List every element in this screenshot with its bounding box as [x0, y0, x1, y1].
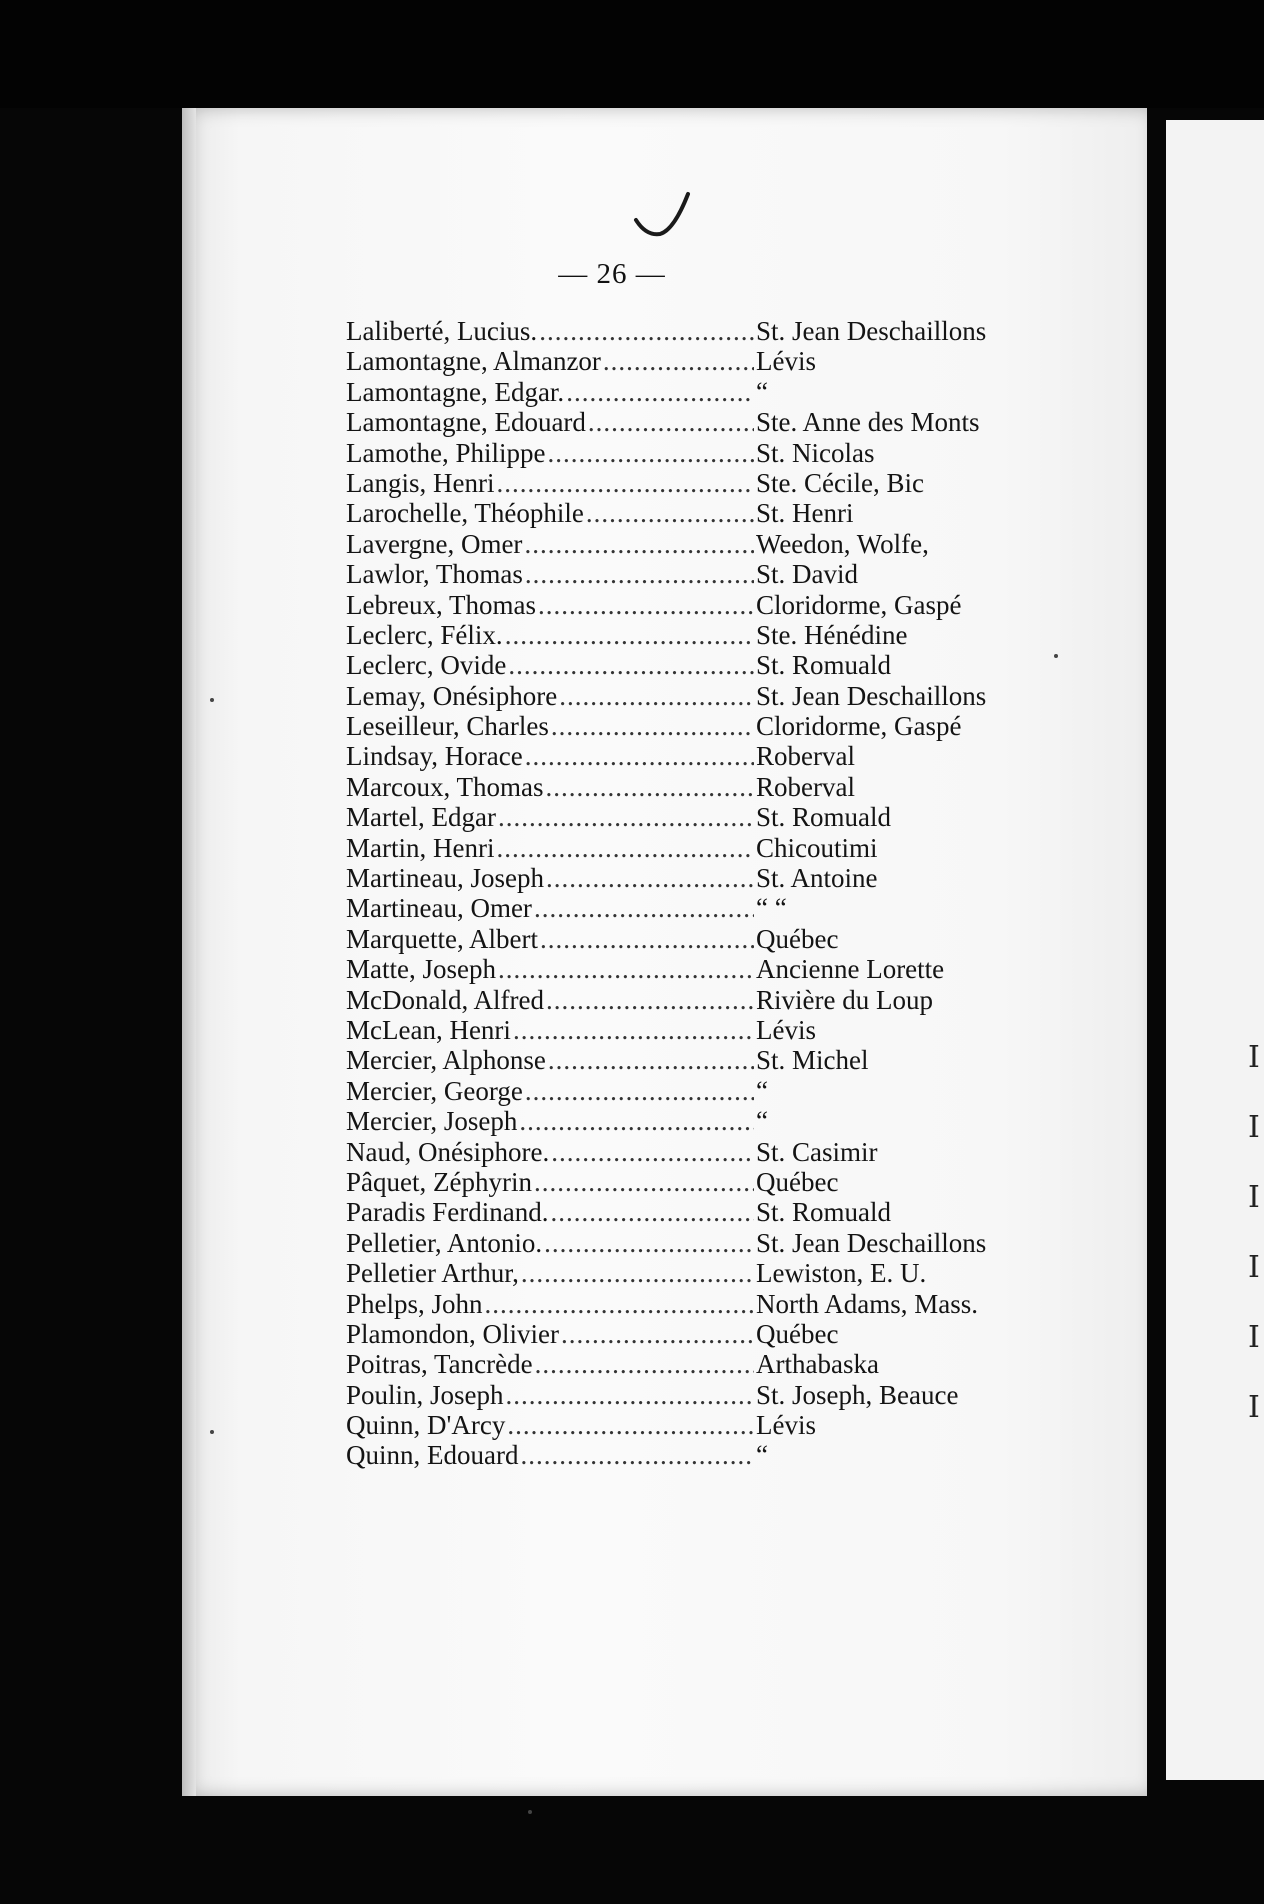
- person-name: Phelps, John: [346, 1288, 483, 1319]
- list-item: [346, 559, 1046, 589]
- person-name: Martineau, Omer: [346, 893, 532, 924]
- place-name: St. Antoine: [756, 863, 878, 894]
- dot-leader: [521, 1258, 754, 1288]
- checkmark-icon: [630, 190, 700, 250]
- person-name: Leclerc, Ovide: [346, 650, 507, 681]
- person-name: Mercier, George: [346, 1075, 523, 1106]
- list-item: [346, 893, 1046, 923]
- dot-leader: [498, 954, 754, 984]
- person-name: Marquette, Albert: [346, 923, 538, 954]
- dot-leader: [534, 893, 754, 923]
- list-item: [346, 1015, 1046, 1045]
- place-name: Weedon, Wolfe,: [756, 528, 929, 559]
- dot-leader: [525, 741, 754, 771]
- place-name: “ “: [756, 893, 787, 924]
- dot-leader: [546, 985, 754, 1015]
- person-name: Leseilleur, Charles: [346, 711, 549, 742]
- person-name: Lawlor, Thomas: [346, 559, 523, 590]
- list-item: [346, 316, 1046, 346]
- list-item: [346, 1349, 1046, 1379]
- dot-leader: [506, 1380, 754, 1410]
- scan-speck: [528, 1810, 532, 1814]
- dot-leader: [559, 681, 754, 711]
- place-name: Québec: [756, 1166, 839, 1197]
- dot-leader: [525, 559, 754, 589]
- list-item: [346, 468, 1046, 498]
- dot-leader: [508, 650, 754, 680]
- list-item: [346, 1440, 1046, 1470]
- place-name: St. Henri: [756, 498, 854, 529]
- place-name: St. Jean Deschaillons: [756, 1227, 987, 1258]
- place-name: St. Joseph, Beauce: [756, 1379, 959, 1410]
- scan-speck: [210, 698, 214, 702]
- dot-leader: [548, 1045, 754, 1075]
- place-name: “: [756, 1075, 768, 1106]
- place-name: St. Romuald: [756, 650, 892, 681]
- list-item: [346, 1258, 1046, 1288]
- list-item: [346, 377, 1046, 407]
- person-name: Pâquet, Zéphyrin: [346, 1166, 532, 1197]
- person-name: Langis, Henri: [346, 467, 495, 498]
- dot-leader: [524, 529, 754, 559]
- place-name: St. Romuald: [756, 802, 892, 833]
- person-name: Poitras, Tancrède: [346, 1349, 533, 1380]
- dot-leader: [545, 772, 754, 802]
- list-item: [346, 954, 1046, 984]
- place-name: Ste. Cécile, Bic: [756, 467, 924, 498]
- person-name: Pelletier, Antonio.: [346, 1227, 543, 1258]
- dot-leader: [513, 1015, 754, 1045]
- place-name: “: [756, 376, 768, 407]
- person-name: Lamontagne, Edouard: [346, 407, 586, 438]
- person-name: Quinn, Edouard: [346, 1440, 519, 1471]
- dot-leader: [535, 1349, 754, 1379]
- dot-leader: [547, 438, 754, 468]
- person-name: Naud, Onésiphore.: [346, 1136, 550, 1167]
- person-name: Lindsay, Horace: [346, 741, 523, 772]
- person-name: Marcoux, Thomas: [346, 771, 544, 802]
- place-name: Rivière du Loup: [756, 984, 933, 1015]
- dot-leader: [551, 1137, 754, 1167]
- place-name: St. Jean Deschaillons: [756, 316, 987, 346]
- list-item: [346, 1289, 1046, 1319]
- dot-leader: [551, 711, 754, 741]
- place-name: Roberval: [756, 741, 855, 772]
- list-item: [346, 833, 1046, 863]
- list-item: [346, 1380, 1046, 1410]
- facing-page-fragment: I: [1248, 1040, 1260, 1075]
- dot-leader: [507, 1410, 754, 1440]
- place-name: Lévis: [756, 1014, 816, 1045]
- list-item: [346, 590, 1046, 620]
- person-name: Quinn, D'Arcy: [346, 1410, 506, 1441]
- list-item: [346, 681, 1046, 711]
- list-item: [346, 985, 1046, 1015]
- list-item: [346, 1319, 1046, 1349]
- dot-leader: [496, 468, 754, 498]
- dot-leader: [603, 346, 754, 376]
- list-item: [346, 924, 1046, 954]
- place-name: St. Casimir: [756, 1136, 878, 1167]
- person-name: Leclerc, Félix.: [346, 619, 503, 650]
- facing-page-fragment: I: [1248, 1250, 1260, 1285]
- list-item: [346, 1410, 1046, 1440]
- place-name: Lévis: [756, 1410, 816, 1441]
- place-name: St. Michel: [756, 1045, 869, 1076]
- place-name: North Adams, Mass.: [756, 1288, 978, 1319]
- list-item: [346, 802, 1046, 832]
- dot-leader: [550, 1197, 754, 1227]
- person-name: McDonald, Alfred: [346, 984, 544, 1015]
- scan-speck: [210, 1430, 214, 1434]
- dot-leader: [534, 1167, 754, 1197]
- dot-leader: [538, 590, 754, 620]
- person-name: Lamontagne, Almanzor: [346, 346, 601, 377]
- person-name: Plamondon, Olivier: [346, 1318, 559, 1349]
- person-name: Lebreux, Thomas: [346, 589, 536, 620]
- person-name: Paradis Ferdinand.: [346, 1197, 549, 1228]
- dot-leader: [588, 407, 754, 437]
- dot-leader: [540, 924, 754, 954]
- place-name: Arthabaska: [756, 1349, 879, 1380]
- list-item: [346, 346, 1046, 376]
- list-item: [346, 1197, 1046, 1227]
- place-name: Cloridorme, Gaspé: [756, 589, 962, 620]
- dot-leader: [498, 802, 754, 832]
- person-name: Mercier, Alphonse: [346, 1045, 546, 1076]
- place-name: Ancienne Lorette: [756, 954, 945, 985]
- facing-page-fragment: I: [1248, 1390, 1260, 1425]
- person-name: Poulin, Joseph: [346, 1379, 504, 1410]
- person-name: Martel, Edgar: [346, 802, 496, 833]
- dot-leader: [520, 1440, 754, 1470]
- dot-leader: [566, 377, 754, 407]
- list-item: [346, 1228, 1046, 1258]
- person-name: Lemay, Onésiphore: [346, 680, 558, 711]
- person-name: Matte, Joseph: [346, 954, 496, 985]
- person-name: Lamothe, Philippe: [346, 437, 546, 468]
- scan-speck: [1054, 654, 1058, 658]
- list-item: [346, 407, 1046, 437]
- place-name: St. David: [756, 559, 859, 590]
- list-item: [346, 772, 1046, 802]
- place-name: Ste. Anne des Monts: [756, 407, 980, 438]
- person-name: Lavergne, Omer: [346, 528, 523, 559]
- scan-dark-border: [0, 0, 1264, 108]
- list-item: [346, 1137, 1046, 1167]
- list-item: [346, 711, 1046, 741]
- list-item: [346, 1167, 1046, 1197]
- list-item: [346, 438, 1046, 468]
- facing-page-edge: [1166, 120, 1264, 1780]
- facing-page-fragment: I: [1248, 1110, 1260, 1145]
- dot-leader: [561, 1319, 754, 1349]
- place-name: Québec: [756, 923, 839, 954]
- person-name: Mercier, Joseph: [346, 1106, 518, 1137]
- place-name: “: [756, 1440, 768, 1471]
- list-item: [346, 529, 1046, 559]
- place-name: Chicoutimi: [756, 832, 878, 863]
- page-number: — 26 —: [558, 258, 666, 290]
- dot-leader: [544, 1228, 754, 1258]
- dot-leader: [519, 1106, 754, 1136]
- list-item: [346, 1045, 1046, 1075]
- person-name: Laliberté, Lucius.: [346, 316, 538, 346]
- place-name: Lévis: [756, 346, 816, 377]
- place-name: Lewiston, E. U.: [756, 1258, 927, 1289]
- person-name: Larochelle, Théophile: [346, 498, 584, 529]
- place-name: Cloridorme, Gaspé: [756, 711, 962, 742]
- list-item: [346, 498, 1046, 528]
- list-item: [346, 741, 1046, 771]
- page-binding-edge: [182, 108, 196, 1796]
- dot-leader: [546, 863, 754, 893]
- list-item: [346, 650, 1046, 680]
- place-name: Québec: [756, 1318, 839, 1349]
- dot-leader: [539, 316, 754, 346]
- dot-leader: [505, 620, 754, 650]
- place-name: St. Nicolas: [756, 437, 875, 468]
- dot-leader: [525, 1076, 754, 1106]
- facing-page-fragment: I: [1248, 1180, 1260, 1215]
- person-name: McLean, Henri: [346, 1014, 511, 1045]
- place-name: St. Jean Deschaillons: [756, 680, 987, 711]
- list-item: [346, 1106, 1046, 1136]
- facing-page-fragment: I: [1248, 1320, 1260, 1355]
- list-item: [346, 620, 1046, 650]
- place-name: St. Romuald: [756, 1197, 892, 1228]
- dot-leader: [496, 833, 754, 863]
- dot-leader: [485, 1289, 754, 1319]
- list-item: [346, 1076, 1046, 1106]
- person-name: Pelletier Arthur,: [346, 1258, 519, 1289]
- place-name: Ste. Hénédine: [756, 619, 908, 650]
- dot-leader: [586, 498, 754, 528]
- name-place-list: [346, 316, 1046, 1471]
- place-name: Roberval: [756, 771, 855, 802]
- list-item: [346, 863, 1046, 893]
- person-name: Martin, Henri: [346, 832, 495, 863]
- person-name: Lamontagne, Edgar.: [346, 376, 565, 407]
- person-name: Martineau, Joseph: [346, 863, 544, 894]
- place-name: “: [756, 1106, 768, 1137]
